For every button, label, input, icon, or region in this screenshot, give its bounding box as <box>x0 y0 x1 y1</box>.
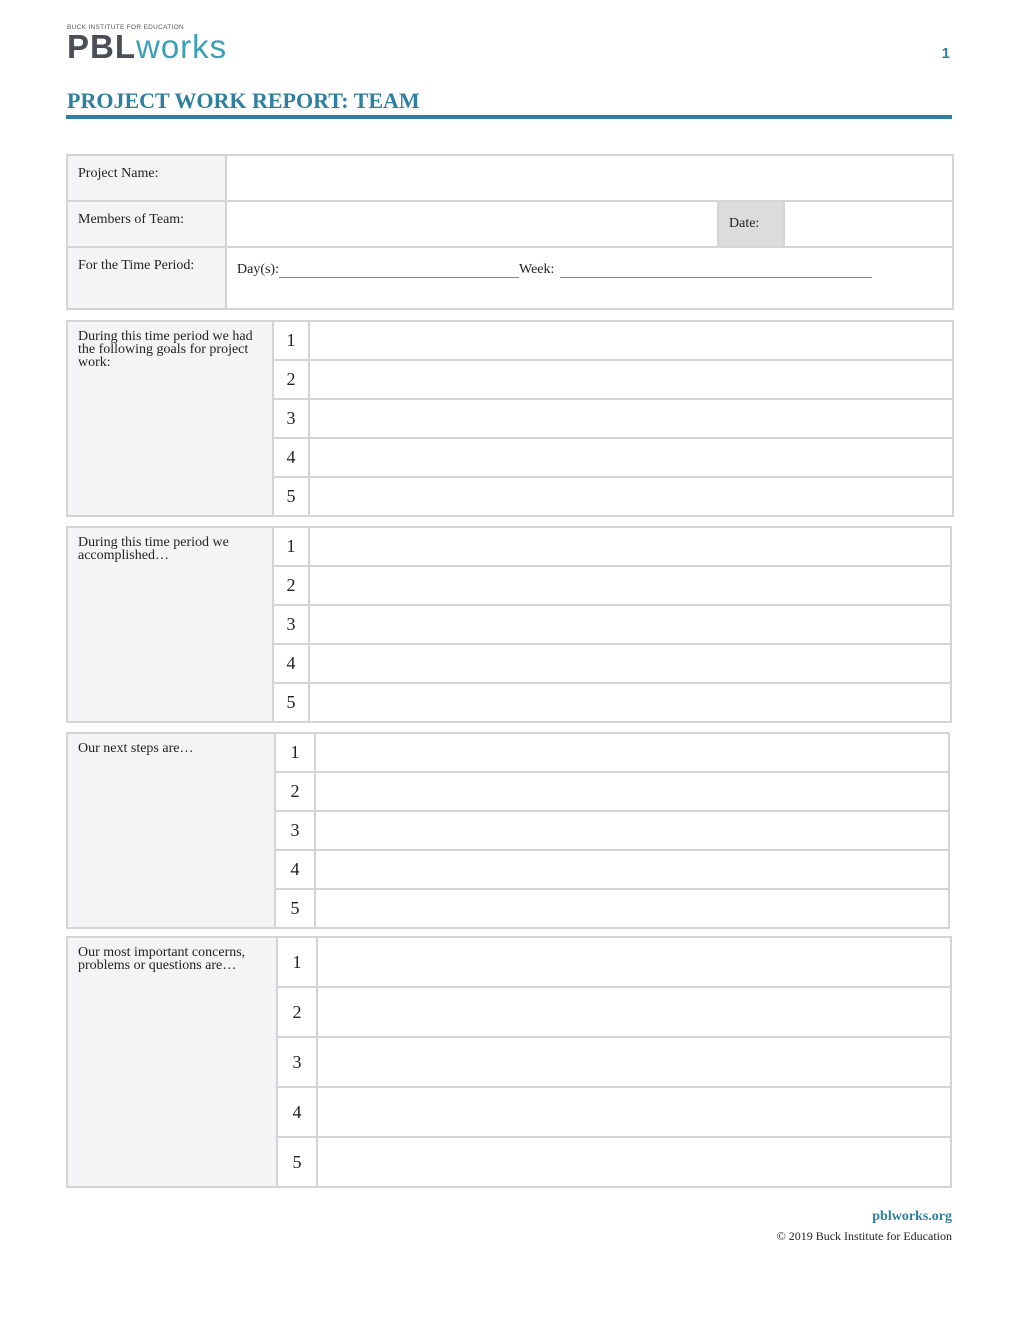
row-number: 4 <box>273 644 309 683</box>
date-field[interactable] <box>784 201 953 247</box>
row-number: 5 <box>277 1137 317 1187</box>
goals-table <box>66 320 954 517</box>
time-period-label: For the Time Period: <box>67 247 226 309</box>
days-line[interactable] <box>279 264 519 278</box>
row-number: 5 <box>275 889 315 928</box>
accomplished-entry[interactable] <box>309 644 951 683</box>
week-label: Week: <box>519 262 555 277</box>
goal-entry[interactable] <box>309 360 953 399</box>
row-number: 1 <box>275 733 315 772</box>
logo-pbl: PBL <box>67 28 136 65</box>
pblworks-logo <box>67 24 227 63</box>
row-number: 3 <box>275 811 315 850</box>
next-step-entry[interactable] <box>315 889 949 928</box>
next-step-entry[interactable] <box>315 850 949 889</box>
concerns-label: Our most important concerns, problems or questions are… <box>67 937 277 1187</box>
accomplished-entry[interactable] <box>309 566 951 605</box>
row-number: 3 <box>273 399 309 438</box>
logo-tagline: BUCK INSTITUTE FOR EDUCATION <box>67 24 184 31</box>
next-step-entry[interactable] <box>315 811 949 850</box>
goals-label: During this time period we had the following goals for project work: <box>67 321 273 516</box>
page-title: PROJECT WORK REPORT: TEAM <box>67 88 420 113</box>
row-number: 1 <box>277 937 317 987</box>
footer-copyright: © 2019 Buck Institute for Education <box>776 1229 952 1243</box>
row-number: 4 <box>275 850 315 889</box>
accomplished-label: During this time period we accomplished… <box>67 527 273 722</box>
row-number: 3 <box>273 605 309 644</box>
goal-entry[interactable] <box>309 399 953 438</box>
row-number: 2 <box>275 772 315 811</box>
row-number: 4 <box>277 1087 317 1137</box>
page-number: 1 <box>941 45 950 62</box>
row-number: 3 <box>277 1037 317 1087</box>
concern-entry[interactable] <box>317 1137 951 1187</box>
goal-entry[interactable] <box>309 321 953 360</box>
row-number: 2 <box>277 987 317 1037</box>
accomplished-table <box>66 526 952 723</box>
concern-entry[interactable] <box>317 1037 951 1087</box>
date-label: Date: <box>718 201 784 247</box>
logo-wordmark <box>67 28 228 65</box>
concern-entry[interactable] <box>317 987 951 1037</box>
project-name-field[interactable] <box>226 155 953 201</box>
accomplished-entry[interactable] <box>309 527 951 566</box>
project-name-label: Project Name: <box>67 155 226 201</box>
title-rule <box>66 115 952 119</box>
next-step-entry[interactable] <box>315 772 949 811</box>
accomplished-entry[interactable] <box>309 683 951 722</box>
next-step-entry[interactable] <box>315 733 949 772</box>
row-number: 5 <box>273 477 309 516</box>
next-steps-table <box>66 732 950 929</box>
logo-works: works <box>136 28 228 65</box>
row-number: 4 <box>273 438 309 477</box>
row-number: 2 <box>273 360 309 399</box>
members-field[interactable] <box>226 201 718 247</box>
accomplished-entry[interactable] <box>309 605 951 644</box>
goal-entry[interactable] <box>309 438 953 477</box>
row-number: 1 <box>273 527 309 566</box>
row-number: 5 <box>273 683 309 722</box>
week-line[interactable] <box>560 264 872 278</box>
project-info-table <box>66 154 954 310</box>
concern-entry[interactable] <box>317 1087 951 1137</box>
row-number: 1 <box>273 321 309 360</box>
concerns-table <box>66 936 952 1188</box>
concern-entry[interactable] <box>317 937 951 987</box>
next-steps-label: Our next steps are… <box>67 733 275 928</box>
row-number: 2 <box>273 566 309 605</box>
goal-entry[interactable] <box>309 477 953 516</box>
days-label: Day(s): <box>237 262 279 277</box>
time-period-field <box>226 247 953 309</box>
footer-url-link[interactable]: pblworks.org <box>872 1209 952 1224</box>
members-label: Members of Team: <box>67 201 226 247</box>
